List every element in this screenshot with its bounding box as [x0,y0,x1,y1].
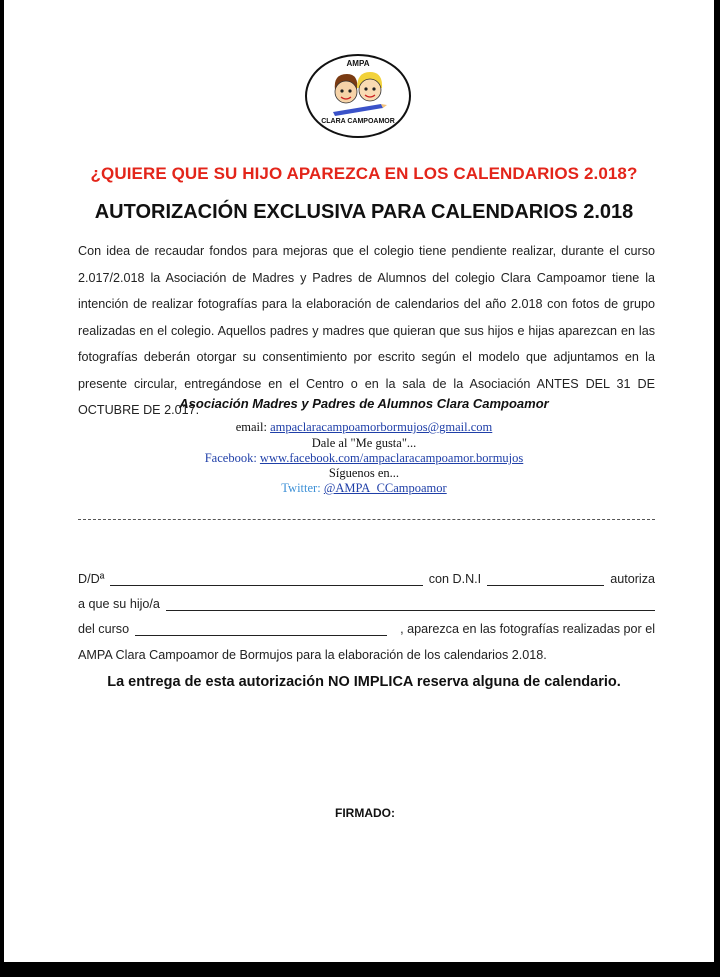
body-paragraph: Con idea de recaudar fondos para mejoras que el colegio tiene pendiente realizar, durante el curso 2.017/2.018 la Asociación de Madres y Padres de Alumnos del colegio Clara Campoamor tiene la intención de realizar fotografías para la elaboración de calendarios del año 2.018 con fotos de grupo realizadas en el colegio. Aquellos padres y madres que quieran que sus hijos e hijas aparezcan en las fotografías deberán otorgar su consentimiento por escrito según el modelo que adjuntamos en la presente circular, entregándose en el Centro o en la sala de la Asociación ANTES DEL 31 DE OCTUBRE DE 2.017. [78,244,655,417]
twitter-line [4,481,720,496]
course-field[interactable] [135,623,387,636]
form-authorize-text: autoriza [610,572,655,586]
twitter-link[interactable]: @AMPA_CCampoamor [323,481,447,495]
children-faces-icon [329,68,387,118]
form-dni-label: con D.N.I [428,572,482,586]
signed-label: FIRMADO: [335,806,395,820]
email-link[interactable]: ampaclaracampoamorbormujos@gmail.com [270,420,493,434]
form-course-prefix: del curso [78,622,130,636]
form-line-course [78,622,655,636]
logo-top-text: AMPA [346,59,370,68]
document-title: AUTORIZACIÓN EXCLUSIVA PARA CALENDARIOS 2.018 [94,201,634,223]
association-name: Asociación Madres y Padres de Alumnos Clara Campoamor [179,396,549,411]
logo-bottom-text: CLARA CAMPOAMOR [321,118,395,125]
form-line-child [78,597,655,611]
facebook-link[interactable]: www.facebook.com/ampaclaracampoamor.bormujos [259,451,524,465]
cut-line-divider [78,519,655,520]
document-page [4,0,714,962]
follow-text: Síguenos en... [328,466,400,480]
email-line [4,420,720,435]
headline-question: ¿QUIERE QUE SU HIJO APAREZCA EN LOS CALENDARIOS 2.018? [90,164,638,183]
form-line-purpose: AMPA Clara Campoamor de Bormujos para la elaboración de los calendarios 2.018. [78,648,547,662]
facebook-label: Facebook: [204,451,257,465]
parent-name-field[interactable] [110,573,422,586]
form-line-name [78,572,655,586]
facebook-line [4,451,720,466]
email-label: email: [235,420,267,434]
child-name-field[interactable] [166,598,655,611]
form-name-prefix: D/Dª [78,572,105,586]
reservation-note: La entrega de esta autorización NO IMPLICA reserva alguna de calendario. [107,674,621,690]
ampa-logo [305,54,411,138]
like-text: Dale al "Me gusta"... [311,436,417,450]
twitter-label: Twitter: [281,481,321,495]
form-child-prefix: a que su hijo/a [78,597,160,611]
dni-field[interactable] [487,573,604,586]
form-course-suffix: , aparezca en las fotografías realizadas por el [400,622,655,636]
